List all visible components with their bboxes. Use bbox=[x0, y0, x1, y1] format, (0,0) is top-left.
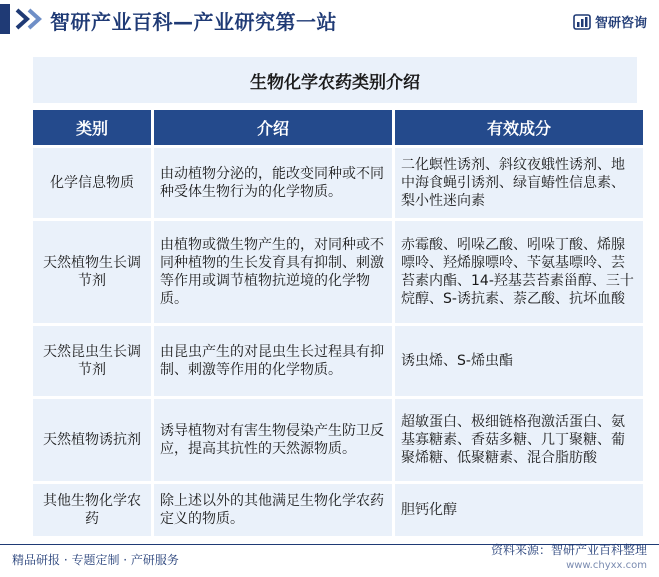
content-card bbox=[33, 57, 637, 532]
intro-cell: 由动植物分泌的，能改变同种或不同种受体生物行为的化学物质。 bbox=[154, 148, 392, 218]
ingredients-cell: 诱虫烯、S-烯虫酯 bbox=[395, 326, 643, 396]
table-row bbox=[33, 484, 643, 536]
brand-name: 智研咨询 bbox=[594, 16, 647, 31]
intro-cell: 诱导植物对有害生物侵染产生防卫反应，提高其抗性的天然源物质。 bbox=[154, 399, 392, 481]
column-header-ingredients: 有效成分 bbox=[395, 110, 643, 145]
category-cell: 化学信息物质 bbox=[33, 148, 151, 218]
source-url[interactable]: www.chyxx.com bbox=[566, 560, 647, 571]
column-header-intro: 介绍 bbox=[154, 110, 392, 145]
table-row bbox=[33, 326, 643, 396]
table-row bbox=[33, 221, 643, 323]
table-header-row bbox=[33, 110, 643, 145]
intro-cell: 除上述以外的其他满足生物化学农药定义的物质。 bbox=[154, 484, 392, 536]
category-cell: 天然植物诱抗剂 bbox=[33, 399, 151, 481]
intro-cell: 由植物或微生物产生的，对同种或不同种植物的生长发育具有抑制、刺激等作用或调节植物抗逆境的化学物质。 bbox=[154, 221, 392, 323]
intro-cell: 由昆虫产生的对昆虫生长过程具有抑制、刺激等作用的化学物质。 bbox=[154, 326, 392, 396]
footer-tagline: 精品研报 · 专题定制 · 产研服务 bbox=[12, 553, 179, 567]
ingredients-cell: 二化螟性诱剂、斜纹夜蛾性诱剂、地中海食蝇引诱剂、绿盲蝽性信息素、梨小性迷向素 bbox=[395, 148, 643, 218]
category-cell: 天然昆虫生长调节剂 bbox=[33, 326, 151, 396]
ingredients-cell: 胆钙化醇 bbox=[395, 484, 643, 536]
brand-logo[interactable] bbox=[573, 12, 647, 31]
footer-source bbox=[491, 541, 647, 571]
brand-icon bbox=[573, 14, 591, 30]
header-title: 智研产业百科—产业研究第一站 bbox=[50, 10, 337, 34]
table-row bbox=[33, 148, 643, 218]
ingredients-cell: 赤霉酸、吲哚乙酸、吲哚丁酸、烯腺嘌呤、羟烯腺嘌呤、苄氨基嘌呤、芸苔素内酯、14-羟基芸苔素甾醇、三十烷醇、S-诱抗素、萘乙酸、抗坏血酸 bbox=[395, 221, 643, 323]
category-cell: 天然植物生长调节剂 bbox=[33, 221, 151, 323]
column-header-category: 类别 bbox=[33, 110, 151, 145]
ingredients-cell: 超敏蛋白、极细链格孢激活蛋白、氨基寡糖素、香菇多糖、几丁聚糖、葡聚烯糖、低聚糖素、混合脂肪酸 bbox=[395, 399, 643, 481]
table-row bbox=[33, 399, 643, 481]
double-chevron-icon bbox=[14, 8, 44, 30]
card-title: 生物化学农药类别介绍 bbox=[33, 57, 637, 103]
header-accent-bar bbox=[0, 4, 10, 34]
category-cell: 其他生物化学农药 bbox=[33, 484, 151, 536]
source-text: 资料来源：智研产业百科整理 bbox=[490, 543, 647, 557]
page-header bbox=[0, 0, 659, 40]
pesticide-table bbox=[30, 107, 646, 539]
